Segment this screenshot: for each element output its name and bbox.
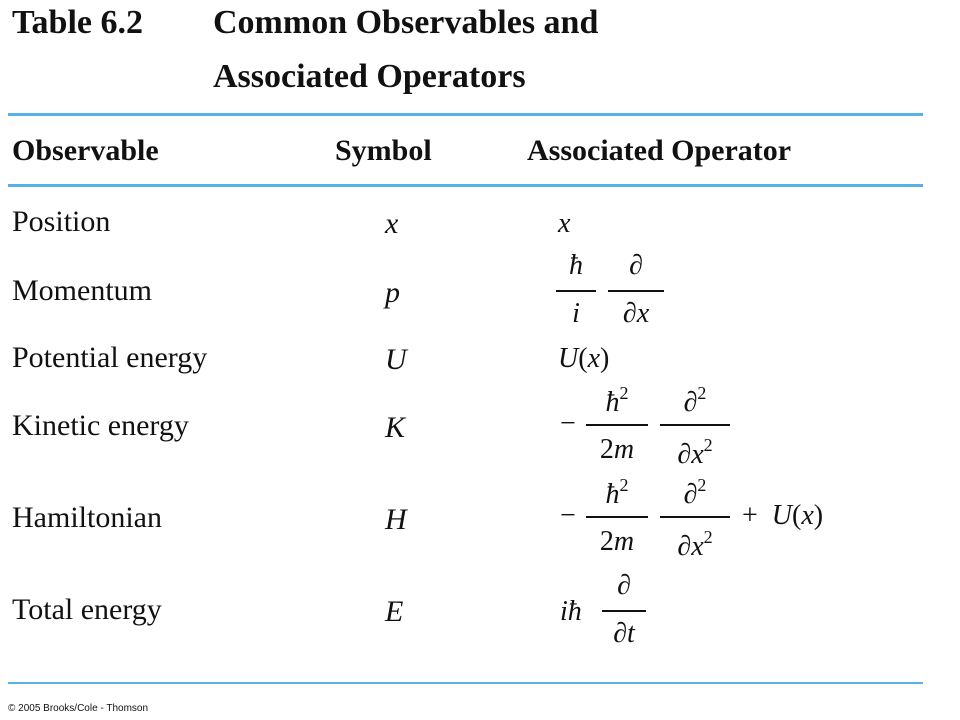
header-observable: Observable xyxy=(12,134,159,167)
observable-cell: Potential energy xyxy=(12,341,208,374)
header-symbol: Symbol xyxy=(335,134,432,167)
operator-cell: − $ħ^2$ 2m ∂$^2$ $\partial x^2$ + U(x) xyxy=(560,475,824,562)
operator-cell: − $ħ^2$ 2m ∂$^2$ $\partial x^2$ xyxy=(556,380,756,470)
table-title-line-2: Associated Operators xyxy=(213,58,526,95)
operator-cell: U(x) xyxy=(558,343,610,374)
symbol-cell: K xyxy=(385,411,406,444)
header-rule xyxy=(8,184,923,187)
bottom-rule xyxy=(8,682,923,684)
operator-cell: ħ i ∂ ∂x xyxy=(556,250,696,332)
top-rule xyxy=(8,113,923,116)
observable-cell: Momentum xyxy=(12,274,152,307)
symbol-cell: p xyxy=(385,276,400,309)
header-operator: Associated Operator xyxy=(527,134,792,167)
operator-cell: iħ ∂ ∂t xyxy=(556,568,676,654)
table-number: Table 6.2 xyxy=(12,4,144,41)
observable-cell: Total energy xyxy=(12,593,162,626)
symbol-cell: x xyxy=(385,207,399,240)
observable-cell: Hamiltonian xyxy=(12,501,162,534)
observable-cell: Kinetic energy xyxy=(12,409,189,442)
copyright-credit: © 2005 Brooks/Cole - Thomson xyxy=(8,703,149,714)
symbol-cell: H xyxy=(385,503,407,536)
table-title-line-1: Common Observables and xyxy=(213,4,599,41)
operator-cell: x xyxy=(558,208,571,239)
observable-cell: Position xyxy=(12,205,111,238)
symbol-cell: U xyxy=(385,343,407,376)
symbol-cell: E xyxy=(385,595,404,628)
